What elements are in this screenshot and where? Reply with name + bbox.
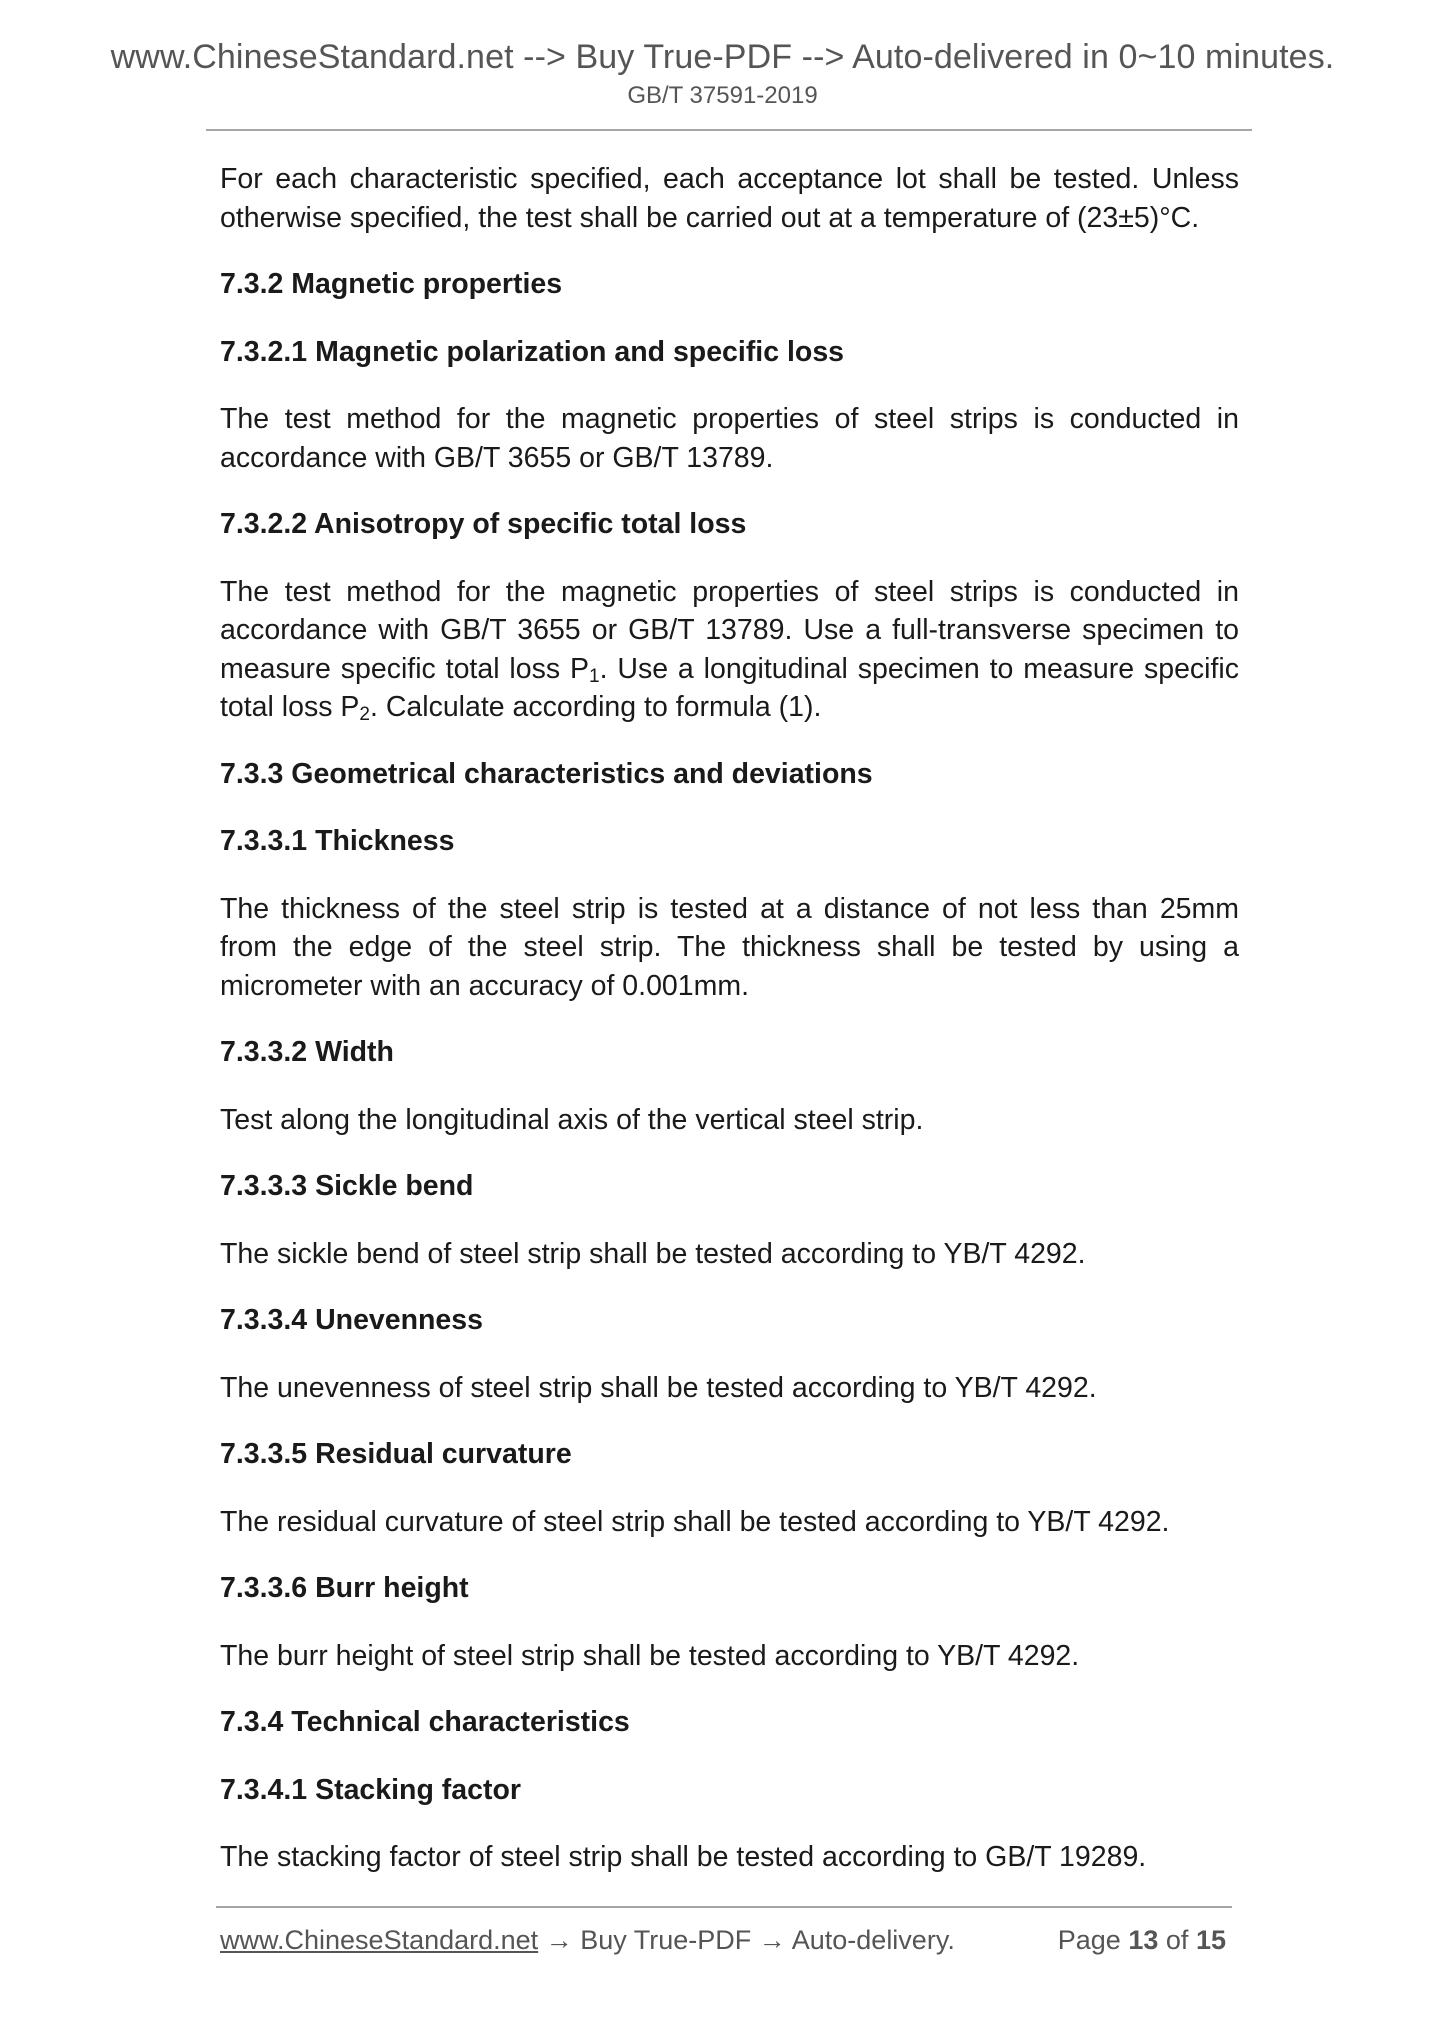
paragraph-7-3-3-2: Test along the longitudinal axis of the vertical steel strip.	[220, 1103, 924, 1136]
paragraph-7-3-2-2-part1: The test method for the magnetic properties of steel strips is conducted in accordance with GB/T 3655 or GB/T 13789. Use a full-transverse specimen to measure specific total loss P	[220, 575, 1239, 685]
header-divider	[206, 129, 1252, 131]
heading-7-3-3-1: 7.3.3.1 Thickness	[220, 825, 455, 857]
heading-7-3-4-1: 7.3.4.1 Stacking factor	[220, 1773, 521, 1806]
paragraph-7-3-3-6: The burr height of steel strip shall be tested according to YB/T 4292.	[220, 1639, 1080, 1672]
document-body	[220, 160, 1239, 1905]
subscript-2: 2	[359, 704, 370, 725]
footer-divider	[216, 1906, 1232, 1908]
heading-7-3-3-6: 7.3.3.6 Burr height	[220, 1572, 469, 1604]
paragraph-7-3-4-1: The stacking factor of steel strip shall be tested according to GB/T 19289.	[220, 1841, 1147, 1873]
paragraph-7-3-2-2	[220, 573, 1239, 727]
paragraph-7-3-3-1: The thickness of the steel strip is tested at a distance of not less than 25mm from the edge of the steel strip. The thickness shall be tested by using a micrometer with an accuracy of 0.001mm.	[220, 892, 1239, 1002]
heading-7-3-3: 7.3.3 Geometrical characteristics and deviations	[220, 757, 873, 790]
paragraph-7-3-3-3: The sickle bend of steel strip shall be tested according to YB/T 4292.	[220, 1237, 1086, 1270]
heading-7-3-2-1: 7.3.2.1 Magnetic polarization and specific loss	[220, 335, 845, 368]
heading-7-3-3-2: 7.3.3.2 Width	[220, 1036, 394, 1068]
paragraph-7-3-2-1: The test method for the magnetic properties of steel strips is conducted in accordance with GB/T 3655 or GB/T 13789.	[220, 403, 1239, 474]
of-label: of	[1165, 1925, 1189, 1955]
heading-7-3-4: 7.3.4 Technical characteristics	[220, 1706, 630, 1738]
page-label: Page	[1057, 1925, 1121, 1955]
paragraph-7-3-3-4: The unevenness of steel strip shall be tested according to YB/T 4292.	[220, 1371, 1097, 1404]
heading-7-3-2-2: 7.3.2.2 Anisotropy of specific total loss	[220, 508, 747, 540]
subscript-1: 1	[588, 665, 600, 687]
page-footer	[220, 1925, 1232, 1965]
footer-site-link[interactable]: www.ChineseStandard.net	[220, 1925, 539, 1955]
standard-code: GB/T 37591-2019	[627, 82, 818, 109]
paragraph-7-3-3-5: The residual curvature of steel strip shall be tested according to YB/T 4292.	[220, 1505, 1170, 1538]
heading-7-3-3-4: 7.3.3.4 Unevenness	[220, 1304, 483, 1336]
paragraph-7-3-2-2-part2: . Use a longitudinal specimen to measure specific total loss P	[220, 652, 1239, 723]
footer-left	[220, 1925, 955, 1956]
footer-tagline: → Buy True-PDF → Auto-delivery.	[538, 1925, 955, 1955]
heading-7-3-2: 7.3.2 Magnetic properties	[220, 268, 563, 300]
page-total: 15	[1195, 1925, 1226, 1955]
heading-7-3-3-5: 7.3.3.5 Residual curvature	[220, 1438, 572, 1470]
page-current: 13	[1128, 1925, 1159, 1955]
page-indicator	[1058, 1925, 1226, 1956]
header-banner: www.ChineseStandard.net --> Buy True-PDF --> Auto-delivered in 0~10 minutes.	[110, 38, 1335, 76]
paragraph-7-3-2-2-part3: . Calculate according to formula (1).	[369, 691, 822, 723]
intro-paragraph: For each characteristic specified, each acceptance lot shall be tested. Unless otherwise specified, the test shall be carried out at a temperature of (23±5)°C.	[220, 163, 1239, 234]
heading-7-3-3-3: 7.3.3.3 Sickle bend	[220, 1170, 474, 1202]
